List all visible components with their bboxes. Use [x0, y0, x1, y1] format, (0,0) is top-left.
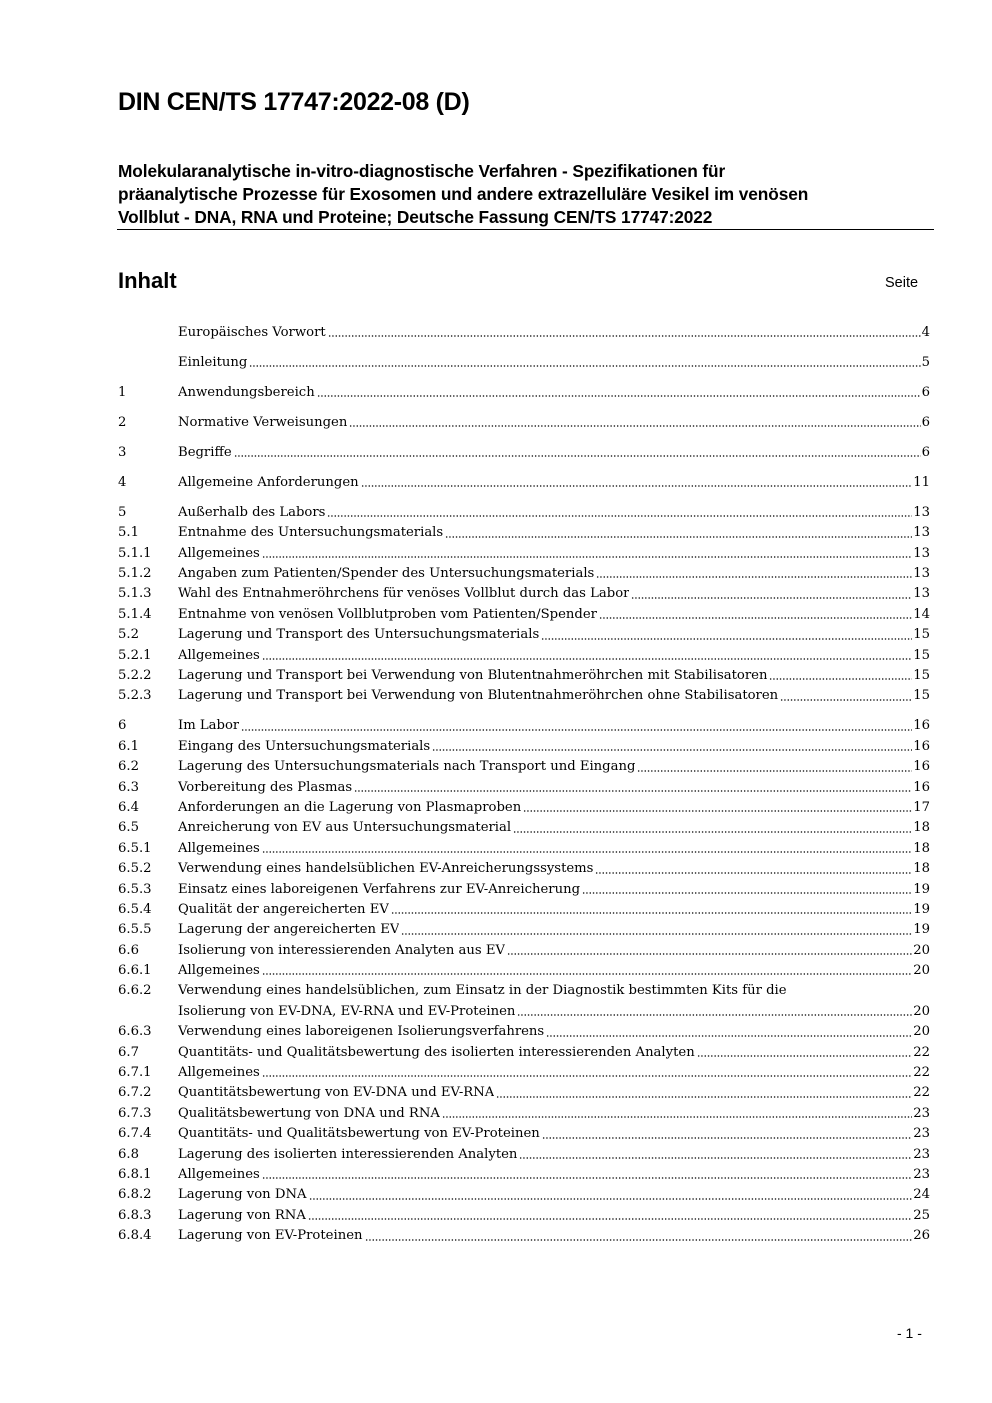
toc-entry[interactable]	[118, 1104, 930, 1124]
toc-entry-page: 23	[913, 1166, 930, 1182]
toc-dot-leader	[542, 1136, 912, 1140]
toc-entry-title: Qualitätsbewertung von DNA und RNA	[178, 1105, 440, 1121]
toc-entry-title: Quantitäts- und Qualitätsbewertung des isolierten interessierenden Analyten	[178, 1044, 695, 1060]
toc-entry-number: 6.8	[118, 1146, 139, 1162]
toc-dot-leader	[697, 1054, 913, 1058]
toc-entry[interactable]	[118, 666, 930, 686]
toc-entry-number: 5.1.2	[118, 566, 152, 582]
toc-entry[interactable]	[118, 443, 930, 463]
toc-entry[interactable]	[118, 584, 930, 604]
toc-dot-leader	[523, 809, 912, 813]
toc-dot-leader	[432, 748, 912, 752]
toc-entry-number: 6.5.3	[118, 881, 152, 897]
toc-dot-leader	[262, 555, 912, 559]
toc-entry-page: 23	[913, 1126, 930, 1142]
toc-entry-number: 6.5.4	[118, 901, 152, 917]
toc-entry-number: 6.6	[118, 942, 139, 958]
toc-entry-title: Lagerung des isolierten interessierenden Analyten	[178, 1146, 518, 1162]
toc-entry-title: Allgemeine Anforderungen	[178, 474, 359, 490]
toc-entry-title: Quantitätsbewertung von EV-DNA und EV-RNA	[178, 1085, 495, 1101]
toc-entry-page: 26	[913, 1228, 930, 1244]
toc-entry-title: Verwendung eines handelsüblichen EV-Anreicherungssystems	[178, 861, 594, 877]
document-subtitle	[118, 160, 934, 229]
toc-entry-number: 5.2.1	[118, 647, 152, 663]
toc-entry-number: 6.8.4	[118, 1228, 152, 1244]
toc-entry[interactable]	[118, 981, 930, 1022]
toc-entry-number: 6.7.3	[118, 1105, 152, 1121]
toc-entry-page: 13	[913, 525, 930, 541]
header-divider	[117, 229, 934, 230]
table-of-contents	[118, 323, 930, 1247]
toc-entry-title: Lagerung der angereicherten EV	[178, 922, 400, 938]
toc-entry[interactable]	[118, 1145, 930, 1165]
subtitle-line: Vollblut - DNA, RNA und Proteine; Deutsche Fassung CEN/TS 17747:2022	[118, 207, 713, 227]
toc-dot-leader	[327, 514, 912, 518]
toc-entry-page: 13	[913, 504, 930, 520]
toc-entry[interactable]	[118, 686, 930, 706]
toc-dot-leader	[582, 891, 912, 895]
toc-entry[interactable]	[118, 961, 930, 981]
toc-entry-number: 6.5.2	[118, 861, 152, 877]
toc-entry-title: Eingang des Untersuchungsmaterials	[178, 738, 431, 754]
toc-entry-number: 6.8.2	[118, 1187, 152, 1203]
toc-entry-title: Einsatz eines laboreigenen Verfahrens zur EV-Anreicherung	[178, 881, 581, 897]
toc-heading: Inhalt	[118, 268, 177, 293]
toc-entry-page: 6	[921, 384, 930, 400]
toc-entry-number: 6.7.4	[118, 1126, 152, 1142]
toc-entry-page: 22	[913, 1044, 930, 1060]
toc-entry-number: 5.2.3	[118, 688, 152, 704]
toc-dot-leader	[262, 972, 912, 976]
toc-entry-title: Lagerung von EV-Proteinen	[178, 1228, 363, 1244]
toc-entry-page: 16	[913, 759, 930, 775]
toc-entry-number: 6.8.1	[118, 1166, 152, 1182]
toc-entry-title: Lagerung und Transport bei Verwendung von Blutentnahmeröhrchen ohne Stabilisatoren	[178, 688, 779, 704]
toc-entry-page: 24	[913, 1187, 930, 1203]
toc-entry-page: 4	[921, 324, 930, 340]
toc-entry[interactable]	[118, 353, 930, 373]
toc-entry-page: 22	[913, 1085, 930, 1101]
toc-entry[interactable]	[118, 323, 930, 343]
toc-entry-title: Entnahme des Untersuchungsmaterials	[178, 525, 444, 541]
toc-entry-title: Angaben zum Patienten/Spender des Untersuchungsmaterials	[178, 566, 595, 582]
toc-entry-title: Isolierung von interessierenden Analyten aus EV	[178, 942, 505, 958]
toc-entry-page: 15	[913, 688, 930, 704]
toc-entry-title: Allgemeines	[178, 545, 260, 561]
document-id: DIN CEN/TS 17747:2022-08 (D)	[118, 88, 470, 116]
toc-dot-leader	[517, 1013, 912, 1017]
toc-dot-leader	[262, 850, 912, 854]
toc-entry-number: 2	[118, 414, 127, 430]
footer-page-number: - 1 -	[897, 1325, 922, 1341]
toc-entry-title: Anreicherung von EV aus Untersuchungsmaterial	[178, 820, 512, 836]
toc-dot-leader	[249, 364, 920, 368]
toc-entry[interactable]	[118, 564, 930, 584]
toc-entry-page: 20	[913, 1003, 930, 1019]
toc-entry-page: 20	[913, 1024, 930, 1040]
toc-entry-title: Lagerung von DNA	[178, 1187, 307, 1203]
toc-entry-page: 15	[913, 647, 930, 663]
toc-entry-number: 3	[118, 444, 127, 460]
toc-entry-page: 13	[913, 545, 930, 561]
toc-entry-title: Quantitäts- und Qualitätsbewertung von EV-Proteinen	[178, 1126, 540, 1142]
toc-dot-leader	[769, 677, 912, 681]
toc-dot-leader	[445, 535, 912, 539]
toc-entry-page: 23	[913, 1105, 930, 1121]
toc-entry-title: Allgemeines	[178, 1065, 260, 1081]
toc-entry-number: 6.6.3	[118, 1024, 152, 1040]
toc-dot-leader	[262, 657, 912, 661]
toc-entry-page: 17	[913, 799, 930, 815]
toc-dot-leader	[599, 616, 912, 620]
toc-entry[interactable]	[118, 1226, 930, 1246]
toc-entry[interactable]	[118, 413, 930, 433]
toc-entry-page: 18	[913, 861, 930, 877]
toc-entry-number: 6.4	[118, 799, 139, 815]
toc-entry-number: 5.1.3	[118, 586, 152, 602]
toc-dot-leader	[507, 952, 912, 956]
toc-entry[interactable]	[118, 1043, 930, 1063]
toc-entry-title: Verwendung eines handelsüblichen, zum Einsatz in der Diagnostik bestimmten Kits für die	[178, 983, 787, 999]
toc-entry[interactable]	[118, 778, 930, 798]
toc-entry-title: Qualität der angereicherten EV	[178, 901, 389, 917]
toc-entry[interactable]	[118, 625, 930, 645]
toc-dot-leader	[496, 1095, 912, 1099]
toc-entry-number: 6.1	[118, 738, 139, 754]
toc-entry[interactable]	[118, 523, 930, 543]
toc-entry-title: Allgemeines	[178, 963, 260, 979]
toc-entry-title: Entnahme von venösen Vollblutproben vom Patienten/Spender	[178, 606, 597, 622]
subtitle-line: Molekularanalytische in-vitro-diagnostische Verfahren - Spezifikationen für	[118, 161, 726, 181]
toc-entry-title: Vorbereitung des Plasmas	[178, 779, 353, 795]
toc-dot-leader	[234, 454, 921, 458]
toc-entry-page: 16	[913, 718, 930, 734]
toc-dot-leader	[401, 932, 912, 936]
toc-dot-leader	[361, 484, 913, 488]
toc-entry-title: Begriffe	[178, 444, 232, 460]
toc-entry-number: 5.1.4	[118, 606, 152, 622]
toc-entry[interactable]	[118, 1124, 930, 1144]
toc-dot-leader	[354, 789, 912, 793]
toc-entry-title: Lagerung des Untersuchungsmaterials nach Transport und Eingang	[178, 759, 636, 775]
toc-entry-page: 13	[913, 586, 930, 602]
toc-dot-leader	[241, 728, 912, 732]
toc-entry[interactable]	[118, 473, 930, 493]
toc-dot-leader	[309, 1197, 913, 1201]
toc-entry[interactable]	[118, 646, 930, 666]
toc-entry[interactable]	[118, 737, 930, 757]
toc-entry-number: 6.5	[118, 820, 139, 836]
toc-entry-number: 5.2	[118, 627, 139, 643]
toc-dot-leader	[541, 637, 912, 641]
toc-entry-page: 15	[913, 627, 930, 643]
toc-entry-title: Verwendung eines laboreigenen Isolierungsverfahrens	[178, 1024, 545, 1040]
toc-entry-title: Normative Verweisungen	[178, 414, 348, 430]
toc-dot-leader	[349, 424, 920, 428]
toc-entry-page: 18	[913, 820, 930, 836]
toc-entry-number: 6.7.2	[118, 1085, 152, 1101]
toc-entry[interactable]	[118, 920, 930, 940]
toc-dot-leader	[596, 575, 912, 579]
toc-entry[interactable]	[118, 859, 930, 879]
toc-entry-number: 6.3	[118, 779, 139, 795]
toc-entry-page: 19	[913, 901, 930, 917]
toc-entry-title: Allgemeines	[178, 1166, 260, 1182]
toc-dot-leader	[391, 911, 912, 915]
toc-dot-leader	[637, 769, 912, 773]
toc-entry[interactable]	[118, 900, 930, 920]
toc-entry-number: 4	[118, 474, 127, 490]
toc-entry[interactable]	[118, 1022, 930, 1042]
toc-dot-leader	[262, 1074, 912, 1078]
toc-entry-page: 16	[913, 738, 930, 754]
toc-entry[interactable]	[118, 544, 930, 564]
toc-entry-number: 5	[118, 504, 127, 520]
toc-entry-number: 5.1.1	[118, 545, 152, 561]
toc-entry-page: 6	[921, 444, 930, 460]
toc-entry-number: 1	[118, 384, 127, 400]
toc-entry-title: Lagerung und Transport bei Verwendung von Blutentnahmeröhrchen mit Stabilisatoren	[178, 668, 768, 684]
toc-entry[interactable]	[118, 818, 930, 838]
toc-dot-leader	[513, 830, 912, 834]
toc-dot-leader	[631, 596, 912, 600]
toc-entry-number: 6.5.5	[118, 922, 152, 938]
toc-dot-leader	[328, 334, 921, 338]
toc-entry[interactable]	[118, 1165, 930, 1185]
toc-entry[interactable]	[118, 1185, 930, 1205]
toc-entry[interactable]	[118, 798, 930, 818]
toc-entry-page: 20	[913, 963, 930, 979]
toc-entry-number: 6.8.3	[118, 1207, 152, 1223]
toc-entry[interactable]	[118, 880, 930, 900]
toc-entry-title: Wahl des Entnahmeröhrchens für venöses Vollblut durch das Labor	[178, 586, 630, 602]
toc-entry-title: Anforderungen an die Lagerung von Plasmaproben	[178, 799, 522, 815]
toc-entry-title: Lagerung und Transport des Untersuchungsmaterials	[178, 627, 540, 643]
toc-entry-title: Außerhalb des Labors	[178, 504, 326, 520]
toc-entry-title-continuation: Isolierung von EV-DNA, EV-RNA und EV-Proteinen	[178, 1003, 516, 1019]
toc-dot-leader	[317, 394, 921, 398]
toc-entry[interactable]	[118, 839, 930, 859]
toc-entry-page: 11	[913, 474, 930, 490]
toc-entry-number: 6.7.1	[118, 1065, 152, 1081]
toc-entry-page: 20	[913, 942, 930, 958]
toc-entry-title: Einleitung	[178, 354, 248, 370]
toc-entry-number: 6.2	[118, 759, 139, 775]
toc-entry-page: 23	[913, 1146, 930, 1162]
toc-entry-page: 25	[913, 1207, 930, 1223]
toc-entry-page: 19	[913, 881, 930, 897]
toc-dot-leader	[546, 1034, 912, 1038]
toc-entry-title: Europäisches Vorwort	[178, 324, 326, 340]
toc-entry-title: Allgemeines	[178, 647, 260, 663]
toc-entry-page: 15	[913, 668, 930, 684]
toc-entry-title: Allgemeines	[178, 840, 260, 856]
toc-entry-page: 13	[913, 566, 930, 582]
toc-entry-page: 19	[913, 922, 930, 938]
toc-entry[interactable]	[118, 757, 930, 777]
toc-dot-leader	[308, 1217, 912, 1221]
toc-entry[interactable]	[118, 941, 930, 961]
toc-entry-number: 5.2.2	[118, 668, 152, 684]
page-column-label: Seite	[885, 275, 919, 291]
toc-entry[interactable]	[118, 503, 930, 523]
toc-dot-leader	[519, 1156, 912, 1160]
toc-entry-number: 5.1	[118, 525, 139, 541]
toc-entry-page: 18	[913, 840, 930, 856]
toc-entry[interactable]	[118, 1206, 930, 1226]
toc-entry-number: 6	[118, 718, 127, 734]
toc-entry[interactable]	[118, 1083, 930, 1103]
subtitle-line: präanalytische Prozesse für Exosomen und andere extrazelluläre Vesikel im venösen	[118, 184, 809, 204]
toc-entry-number: 6.6.1	[118, 963, 152, 979]
toc-entry[interactable]	[118, 605, 930, 625]
toc-entry-number: 6.7	[118, 1044, 139, 1060]
toc-entry-page: 22	[913, 1065, 930, 1081]
toc-entry-title: Lagerung von RNA	[178, 1207, 306, 1223]
toc-entry-title: Im Labor	[178, 718, 240, 734]
toc-entry-page: 6	[921, 414, 930, 430]
toc-entry[interactable]	[118, 1063, 930, 1083]
toc-dot-leader	[442, 1115, 912, 1119]
toc-entry-page: 5	[921, 354, 930, 370]
toc-dot-leader	[262, 1176, 912, 1180]
toc-entry[interactable]	[118, 716, 930, 736]
toc-entry-number: 6.6.2	[118, 983, 152, 999]
toc-dot-leader	[780, 698, 912, 702]
toc-dot-leader	[595, 871, 912, 875]
toc-entry-title: Anwendungsbereich	[178, 384, 315, 400]
toc-dot-leader	[365, 1238, 913, 1242]
toc-entry-page: 14	[913, 606, 930, 622]
toc-entry-number: 6.5.1	[118, 840, 152, 856]
toc-entry[interactable]	[118, 383, 930, 403]
toc-entry-page: 16	[913, 779, 930, 795]
